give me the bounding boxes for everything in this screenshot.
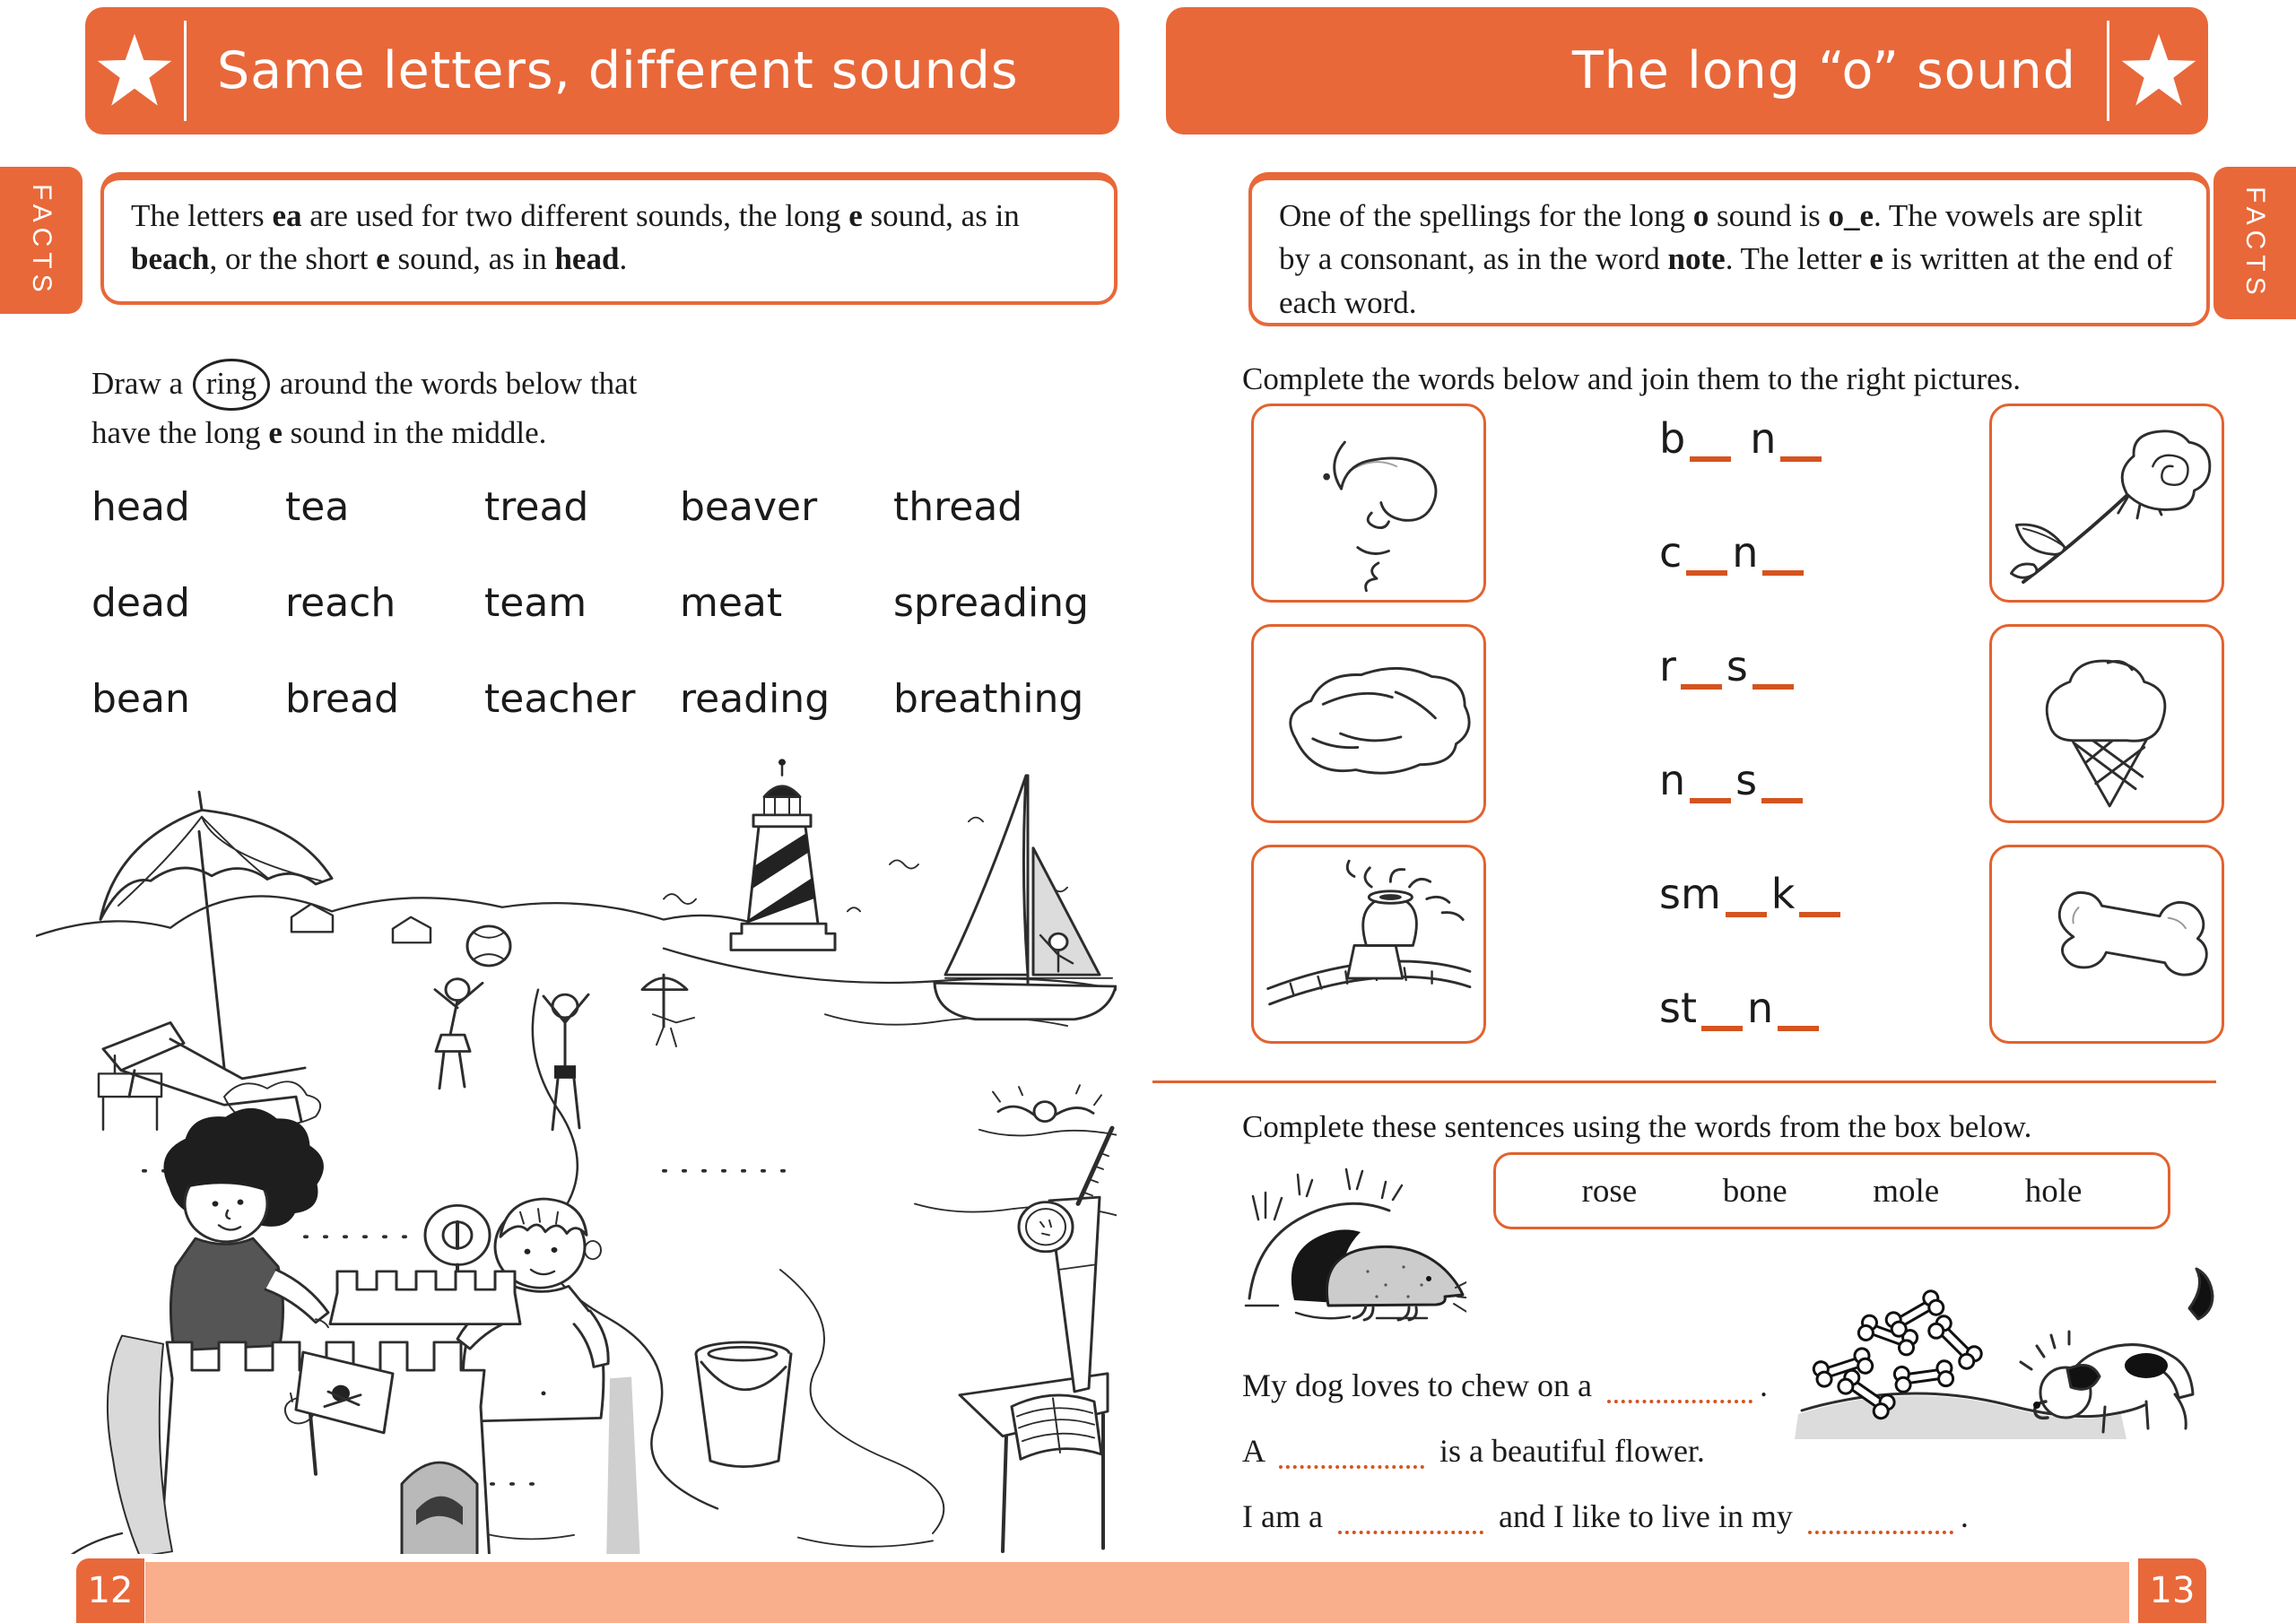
letter-blank[interactable]: [1690, 435, 1731, 462]
bank-word: rose: [1581, 1172, 1638, 1210]
sentence-line: A is a beautiful flower.: [1242, 1433, 1705, 1469]
bank-word: mole: [1873, 1172, 1940, 1210]
facts-text-right: One of the spellings for the long o sound is o_e. The vowels are split by a consonant, as in the word note. The letter e is written at the end of each word.: [1279, 198, 2173, 320]
ea-word[interactable]: dead: [91, 580, 190, 626]
picture-box-stone[interactable]: [1251, 624, 1486, 823]
bone-illustration: [1999, 853, 2215, 1035]
letter-blank[interactable]: [1681, 663, 1722, 690]
ea-word[interactable]: tea: [285, 484, 350, 530]
ea-word[interactable]: reading: [680, 676, 831, 722]
letter-blank[interactable]: [1761, 777, 1803, 803]
page-title-right: The long “o” sound: [1571, 41, 2076, 100]
sentences-instruction: Complete these sentences using the words from the box below.: [1242, 1109, 2032, 1144]
bank-word: hole: [2024, 1172, 2083, 1210]
picture-box-rose[interactable]: [1989, 404, 2224, 603]
incomplete-word[interactable]: n s: [1659, 756, 1845, 810]
ea-word[interactable]: bean: [91, 676, 190, 722]
letter-blank[interactable]: [1752, 663, 1794, 690]
letter-blank[interactable]: [1762, 549, 1804, 576]
footer-strip: [145, 1562, 2129, 1623]
facts-tab-left: FACTS: [0, 167, 83, 314]
answer-blank[interactable]: [1607, 1380, 1752, 1403]
ea-word[interactable]: breathing: [893, 676, 1084, 722]
ea-word[interactable]: head: [91, 484, 190, 530]
facts-box-left: [100, 172, 1118, 305]
ea-word[interactable]: spreading: [893, 580, 1089, 626]
letter-blank[interactable]: [1780, 435, 1822, 462]
sentence-exercise: [1242, 1367, 1969, 1563]
ea-word[interactable]: team: [484, 580, 587, 626]
letter-blank[interactable]: [1778, 1004, 1819, 1031]
incomplete-word[interactable]: b n: [1659, 414, 1845, 468]
star-icon: [2109, 32, 2208, 109]
facts-box-right: [1248, 172, 2210, 326]
beach-scene-illustration: [36, 742, 1117, 1554]
rose-illustration: [1999, 412, 2215, 594]
ice-cream-cone-illustration: [1999, 632, 2215, 814]
letter-blank[interactable]: [1701, 1004, 1743, 1031]
ringed-word: ring: [193, 359, 270, 411]
ea-word[interactable]: bread: [285, 676, 400, 722]
picture-box-smoke[interactable]: [1251, 845, 1486, 1044]
page-number-left: 12: [76, 1558, 144, 1623]
sentence-line: I am a and I like to live in my .: [1242, 1498, 1969, 1534]
bank-word: bone: [1722, 1172, 1787, 1210]
ea-word[interactable]: meat: [680, 580, 783, 626]
ea-word[interactable]: reach: [285, 580, 396, 626]
sentence-line: My dog loves to chew on a .: [1242, 1367, 1768, 1403]
facts-tab-right: FACTS: [2213, 167, 2296, 319]
mole-illustration: [1242, 1164, 1466, 1343]
left-page-header: [85, 7, 1119, 135]
picture-box-nose[interactable]: [1251, 404, 1486, 603]
smoke-illustration: [1261, 853, 1477, 1035]
letter-blank[interactable]: [1690, 777, 1731, 803]
ea-word[interactable]: beaver: [680, 484, 818, 530]
incomplete-word[interactable]: sm k: [1659, 870, 1845, 924]
nose-illustration: [1261, 412, 1477, 594]
stone-illustration: [1261, 632, 1477, 814]
answer-blank[interactable]: [1808, 1511, 1953, 1534]
word-bank-box: [1493, 1152, 2170, 1229]
incomplete-word[interactable]: c n: [1659, 528, 1845, 582]
ea-word[interactable]: thread: [893, 484, 1023, 530]
facts-text-left: The letters ea are used for two different sounds, the long e sound, as in beach, or the short e sound, as in head.: [131, 198, 1020, 277]
letter-blank[interactable]: [1726, 890, 1767, 917]
picture-box-bone[interactable]: [1989, 845, 2224, 1044]
picture-box-cone[interactable]: [1989, 624, 2224, 823]
page-number-right: 13: [2138, 1558, 2206, 1623]
right-page-header: [1166, 7, 2208, 135]
ea-word[interactable]: teacher: [484, 676, 636, 722]
page-title-left: Same letters, different sounds: [217, 41, 1019, 100]
answer-blank[interactable]: [1279, 1445, 1424, 1469]
ea-word-grid: [91, 484, 1123, 722]
ea-word[interactable]: tread: [484, 484, 589, 530]
star-icon: [85, 32, 184, 109]
match-words-column: [1659, 414, 1845, 1098]
answer-blank[interactable]: [1338, 1511, 1483, 1534]
match-instruction: Complete the words below and join them to the right pictures.: [1242, 361, 2022, 396]
section-divider: [1152, 1081, 2216, 1083]
incomplete-word[interactable]: st n: [1659, 984, 1845, 1037]
left-instruction: Draw a ring around the words below that have the long e sound in the middle.: [91, 359, 683, 455]
incomplete-word[interactable]: r s: [1659, 642, 1845, 696]
letter-blank[interactable]: [1686, 549, 1727, 576]
letter-blank[interactable]: [1799, 890, 1840, 917]
